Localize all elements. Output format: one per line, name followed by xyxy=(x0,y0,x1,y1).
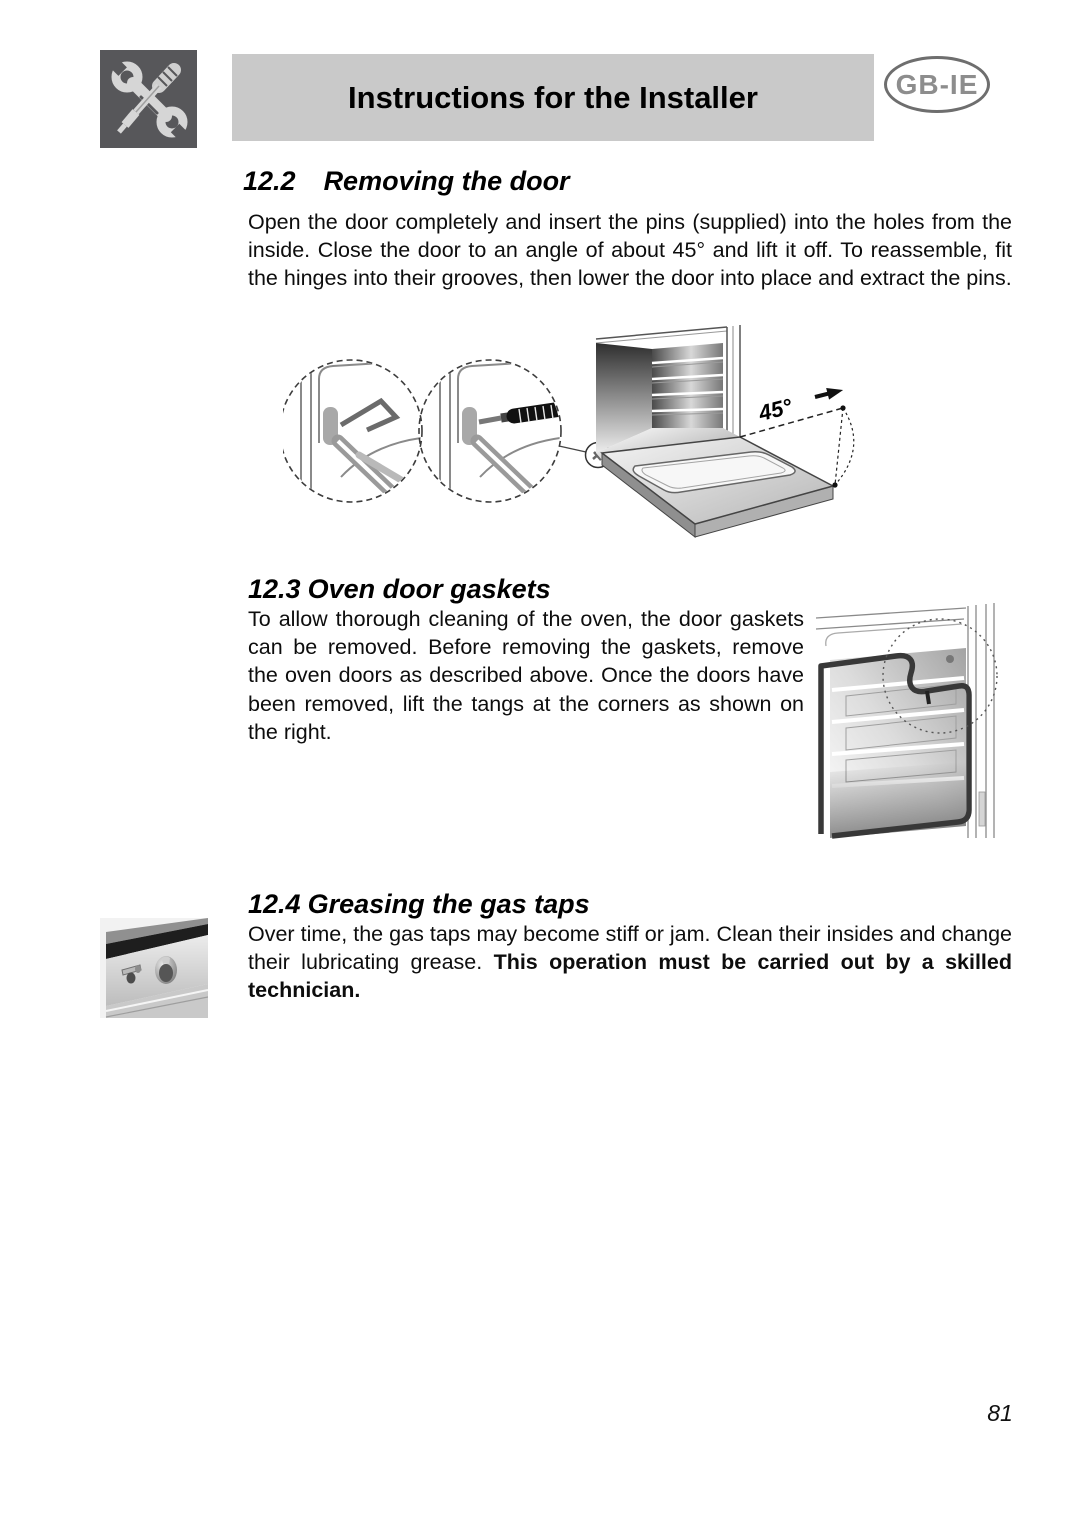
section-number: 12.2 xyxy=(243,166,296,196)
region-badge xyxy=(884,56,990,113)
section-body-12-3: To allow thorough cleaning of the oven, the door gaskets can be removed. Before removing the gaskets, remove the oven doors as described above. Once the doors have been removed, lift the tangs at the corners as shown on the right. xyxy=(248,607,804,744)
door-removal-figure xyxy=(283,325,873,550)
region-badge-label: GB-IE xyxy=(895,68,979,100)
angle-label: 45° xyxy=(756,393,795,426)
section-body-12-4 xyxy=(248,920,1012,1005)
section-heading-12-3 xyxy=(248,573,551,605)
gas-tap-hole xyxy=(155,956,177,984)
body-text-bold: This operation must be carried out by a skilled technician. xyxy=(248,950,1012,1003)
section-number: 12.3 xyxy=(248,574,301,604)
leader-line xyxy=(559,446,586,452)
oven-door-gasket-figure xyxy=(816,602,1012,840)
page-header xyxy=(232,54,874,141)
wrench-screwdriver-icon xyxy=(100,50,197,148)
section-title: Removing the door xyxy=(323,166,570,196)
hinge-pin-detail-1 xyxy=(283,359,422,509)
tools-icon xyxy=(100,50,197,148)
section-heading-12-4 xyxy=(248,888,590,920)
gasket-tang xyxy=(927,691,929,704)
section-title: Oven door gaskets xyxy=(307,574,551,604)
section-heading-12-2 xyxy=(243,165,570,197)
page-number: 81 xyxy=(987,1400,1013,1426)
page-title: Instructions for the Installer xyxy=(348,79,758,115)
section-body-12-2: Open the door completely and insert the pins (supplied) into the holes from the inside. Close the door to an angle of about 45° and lift it off. To reassemble, fit the hinges into their grooves, then lower the door into place and extract the pins. xyxy=(248,210,1012,291)
gas-tap-photo xyxy=(100,918,208,1018)
section-title: Greasing the gas taps xyxy=(307,889,590,919)
body-text: Over time, the gas taps may become stiff or jam. Clean their insides and change their lubricating grease. xyxy=(248,922,1012,975)
oven-open-door-drawing xyxy=(596,325,833,537)
hinge-screwdriver-detail xyxy=(419,359,561,509)
section-number: 12.4 xyxy=(248,889,301,919)
rotation-arrow-icon xyxy=(814,384,845,403)
